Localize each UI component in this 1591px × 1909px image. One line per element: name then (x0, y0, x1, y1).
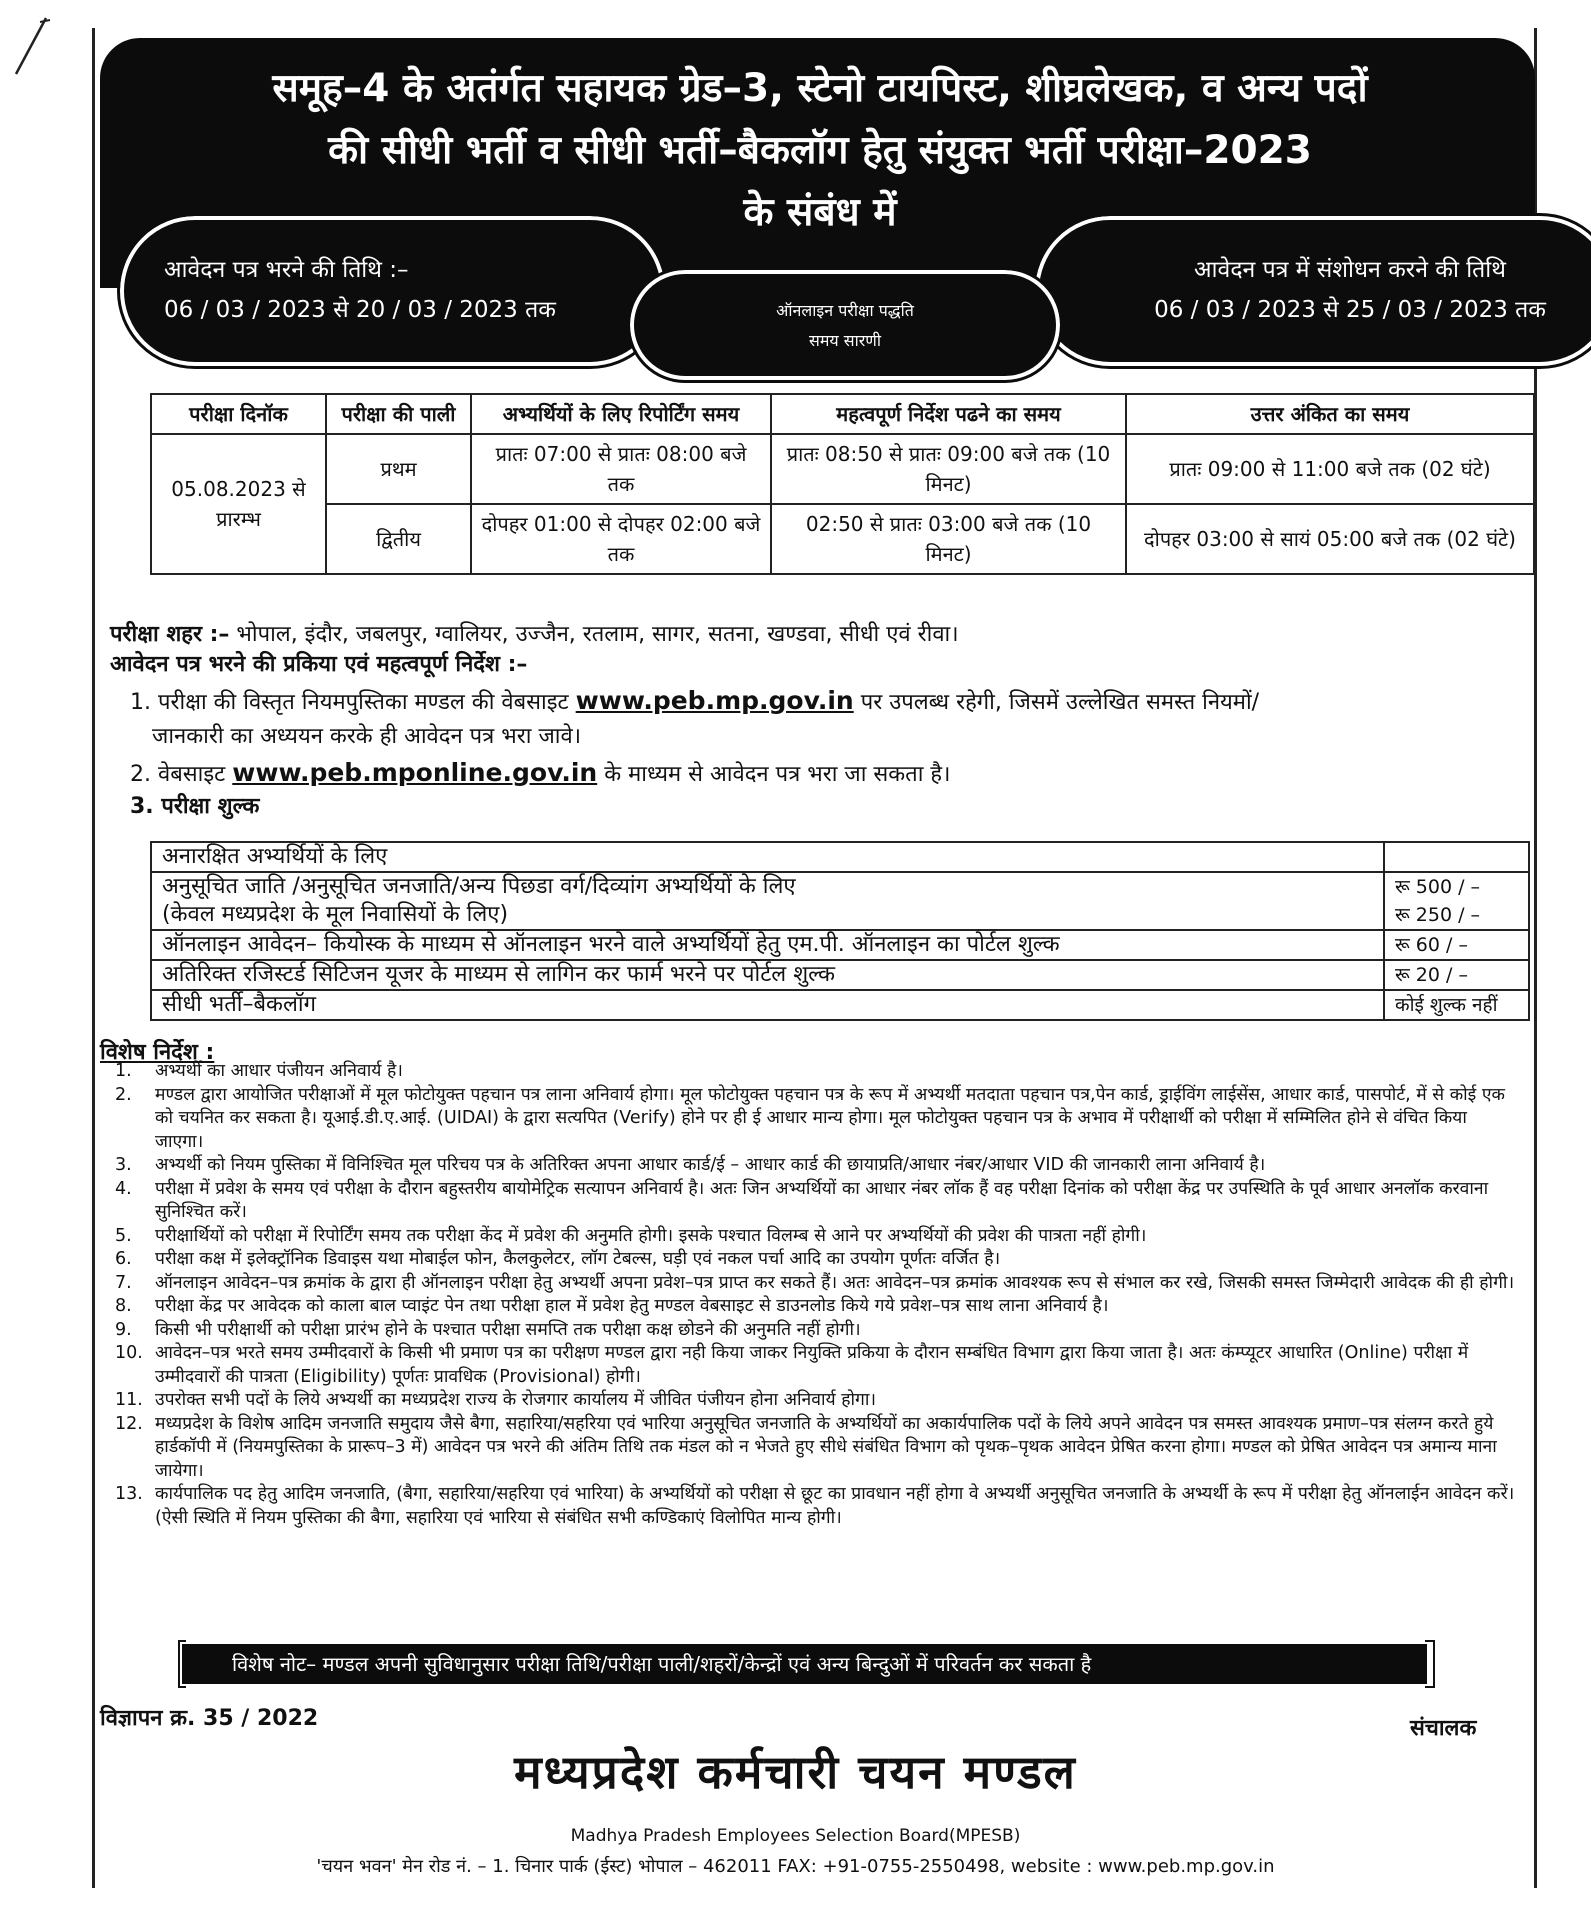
table-row (151, 842, 1529, 872)
application-dates-pill: आवेदन पत्र भरने की तिथि :– 06 / 03 / 2023 से 20 / 03 / 2023 तक (120, 216, 665, 366)
fee-amount: रू 60 / – (1384, 930, 1529, 960)
header-reporting-time: अभ्यर्थियों के लिए रिपोर्टिंग समय (471, 394, 771, 434)
shift-cell: प्रथम (326, 434, 471, 504)
fee-amount: कोई शुल्क नहीं (1384, 990, 1529, 1020)
shift-cell: द्वितीय (326, 504, 471, 574)
table-row (151, 504, 1534, 574)
process-item-1: 1. परीक्षा की विस्तृत नियमपुस्तिका मण्डल की वेबसाइट www.peb.mp.gov.in पर उपलब्ध रहेगी, जिसमें उल्लेखित समस्त नियमों/ जानकारी का अध्ययन करके ही आवेदन पत्र भरा जावे। (130, 686, 1260, 749)
cities-label: परीक्षा शहर :– (110, 622, 230, 647)
reporting-cell: दोपहर 01:00 से दोपहर 02:00 बजे तक (471, 504, 771, 574)
organization-name-hindi: मध्यप्रदेश कर्मचारी चयन मण्डल (514, 1745, 1077, 1799)
table-row (151, 930, 1529, 960)
header-answer-time: उत्तर अंकित का समय (1126, 394, 1534, 434)
fee-description: अनुसूचित जाति /अनुसूचित जनजाति/अन्य पिछडा वर्ग/दिव्यांग अभ्यर्थियों के लिए (केवल मध्यप्रदेश के मूल निवासियों के लिए) (151, 872, 1384, 930)
header-shift: परीक्षा की पाली (326, 394, 471, 434)
mponline-website-link[interactable]: www.peb.mponline.gov.in (232, 758, 598, 787)
fee-description: अनारक्षित अभ्यर्थियों के लिए (151, 842, 1384, 872)
list-item: 1. अभ्यर्थी का आधार पंजीयन अनिवार्य है। (115, 1061, 403, 1081)
note-bracket-right (1425, 1640, 1435, 1688)
list-item: 13. कार्यपालिक पद हेतु आदिम जनजाति, (बैगा, सहारिया/सहरिया एवं भारिया) के अभ्यर्थियों को परीक्षा से छूट का प्रावधान नहीं होगा वे अभ्यर्थी अनुसूचित जनजाति के अभ्यर्थी के रूप में परीक्षा हेतु ऑनलाईन आवेदन करें। (ऐसी स्थिति में नियम पुस्तिका की बैगा, सहारिया एवं भारिया से संबंधित सभी कण्डिकाएं विलोपित मान्य होगी। (115, 1484, 1515, 1528)
header-instruction-time: महत्वपूर्ण निर्देश पढने का समय (771, 394, 1126, 434)
organization-name-english: Madhya Pradesh Employees Selection Board(MPESB) (570, 1826, 1021, 1846)
correction-dates-pill: आवेदन पत्र में संशोधन करने की तिथि 06 / 03 / 2023 से 25 / 03 / 2023 तक (1035, 216, 1591, 366)
notice-title: समूह–4 के अतंर्गत सहायक ग्रेड–3, स्टेनो टायपिस्ट, शीघ्रलेखक, व अन्य पदों की सीधी भर्ती व सीधी भर्ती–बैकलॉग हेतु संयुक्त भर्ती परीक्षा–2023 के संबंध में (272, 66, 1368, 235)
list-item: 12. मध्यप्रदेश के विशेष आदिम जनजाति समुदाय जैसे बैगा, सहारिया/सहरिया एवं भारिया अनुसूचित जनजाति के अभ्यर्थियों का अकार्यपालिक पदों के लिये अपने आवेदन पत्र समस्त आवश्यक प्रमाण–पत्र संलग्न करते हुये हार्डकॉपी में (नियमपुस्तिका के प्रारूप–3 में) आवेदन पत्र भरने की अंतिम तिथि तक मंडल को न भेजते हुए सीधे संबंधित विभाग को पृथक–पृथक आवेदन प्रेषित करना होगा। मण्डल को प्रेषित आवेदन पत्र अमान्य माना जायेगा। (115, 1413, 1497, 1481)
answer-cell: दोपहर 03:00 से सायं 05:00 बजे तक (02 घंटे) (1126, 504, 1534, 574)
list-item: 7. ऑनलाइन आवेदन–पत्र क्रमांक के द्वारा ही ऑनलाइन परीक्षा हेतु अभ्यर्थी अपना प्रवेश–पत्र प्राप्त कर सकते हैं। अतः आवेदन–पत्र क्रमांक आवश्यक रूप से संभाल कर रखे, जिसकी समस्त जिम्मेदारी आवेदक की ही होगी। (115, 1272, 1515, 1293)
director-signature: संचालक (1410, 1716, 1477, 1741)
organization-address: 'चयन भवन' मेन रोड नं. – 1. चिनार पार्क (ईस्ट) भोपाल – 462011 FAX: +91-0755-2550498, website : www.peb.mp.gov.in (316, 1856, 1275, 1877)
exam-cities (110, 620, 1530, 650)
table-row (151, 960, 1529, 990)
special-instructions-label: विशेष निर्देश : (100, 1040, 215, 1065)
exam-fees-table (150, 841, 1530, 1021)
reporting-cell: प्रातः 07:00 से प्रातः 08:00 बजे तक (471, 434, 771, 504)
table-row (151, 434, 1534, 504)
list-item: 8. परीक्षा केंद्र पर आवेदक को काला बाल प्वाइंट पेन तथा परीक्षा हाल में प्रवेश हेतु मण्डल वेबसाइट से डाउनलोड किये गये प्रवेश–पत्र साथ लाना अनिवार्य है। (115, 1296, 1109, 1316)
fee-description: अतिरिक्त रजिस्टर्ड सिटिजन यूजर के माध्यम से लागिन कर फार्म भरने पर पोर्टल शुल्क (151, 960, 1384, 990)
instruction-cell: 02:50 से प्रातः 03:00 बजे तक (10 मिनट) (771, 504, 1126, 574)
fee-amount: रू 20 / – (1384, 960, 1529, 990)
table-row (151, 872, 1529, 930)
list-item: 9. किसी भी परीक्षार्थी को परीक्षा प्रारंभ होने के पश्चात परीक्षा समप्ति तक परीक्षा कक्ष छोडने की अनुमति नहीं होगी। (115, 1319, 861, 1340)
list-item: 10. आवेदन–पत्र भरते समय उम्मीदवारों के किसी भी प्रमाण पत्र का परीक्षण मण्डल द्वारा नही किया जाकर नियुक्ति प्रकिया के दौरान सम्बंधित विभाग द्वारा किया जाता है। अतः कंम्प्यूटर आधारित (Online) परीक्षा में उम्मीदवारों की पात्रता (Eligibility) पूर्णतः प्रावधिक (Provisional) होगी। (115, 1343, 1469, 1387)
fee-description: ऑनलाइन आवेदन– कियोस्क के माध्यम से ऑनलाइन भरने वाले अभ्यर्थियों हेतु एम.पी. ऑनलाइन का पोर्टल शुल्क (151, 930, 1384, 960)
exam-date-cell: 05.08.2023 से प्रारम्भ (151, 434, 326, 574)
advertisement-number: विज्ञापन क्र. 35 / 2022 (100, 1706, 319, 1731)
list-item: 4. परीक्षा में प्रवेश के समय एवं परीक्षा के दौरान बहुस्तरीय बायोमेट्रिक सत्यापन अनिवार्य है। अतः जिन अभ्यर्थियों का आधार नंबर लॉक हैं वह परीक्षा दिनांक को परीक्षा केंद्र पर उपस्थिति के पूर्व आधार अनलॉक करवाना सुनिश्चित करें। (115, 1178, 1489, 1222)
table-header-row (151, 394, 1534, 434)
special-instructions-list (115, 1060, 1515, 1530)
special-note-bar: विशेष नोट– मण्डल अपनी सुविधानुसार परीक्षा तिथि/परीक्षा पाली/शहरों/केन्द्रों एवं अन्य बिन्दुओं में परिवर्तन कर सकता है (182, 1644, 1427, 1684)
table-row (151, 990, 1529, 1020)
header-exam-date: परीक्षा दिनॉक (151, 394, 326, 434)
list-item: 6. परीक्षा कक्ष में इलेक्ट्रॉनिक डिवाइस यथा मोबाईल फोन, कैलकुलेटर, लॉग टेबल्स, घड़ी एवं नकल पर्चा आदि का उपयोग पूर्णतः वर्जित है। (115, 1249, 1001, 1269)
instruction-cell: प्रातः 08:50 से प्रातः 09:00 बजे तक (10 मिनट) (771, 434, 1126, 504)
list-item: 11. उपरोक्त सभी पदों के लिये अभ्यर्थी का मध्यप्रदेश राज्य के रोजगार कार्यालय में जीवित पंजीयन होना अनिवार्य होगा। (115, 1390, 877, 1410)
answer-cell: प्रातः 09:00 से 11:00 बजे तक (02 घंटे) (1126, 434, 1534, 504)
list-item: 3. अभ्यर्थी को नियम पुस्तिका में विनिश्चित मूल परिचय पत्र के अतिरिक्त अपना आधार कार्ड/ई – आधार कार्ड की छायाप्रति/आधार नंबर/आधार VID की जानकारी लाना अनिवार्य है। (115, 1155, 1266, 1175)
peb-website-link[interactable]: www.peb.mp.gov.in (575, 686, 854, 715)
process-item-3: 3. परीक्षा शुल्क (130, 794, 260, 819)
exam-schedule-table (150, 393, 1535, 575)
process-item-2: 2. वेबसाइट www.peb.mponline.gov.in के माध्यम से आवेदन पत्र भरा जा सकता है। (130, 758, 951, 787)
fee-amount (1384, 842, 1529, 872)
pen-mark-icon (12, 14, 52, 84)
list-item: 2. मण्डल द्वारा आयोजित परीक्षाओं में मूल फोटोयुक्त पहचान पत्र लाना अनिवार्य होगा। मूल फोटोयुक्त पहचान पत्र के रूप में अभ्यर्थी मतदाता पहचान पत्र,पेन कार्ड, ड्राईविंग लाईसेंस, आधार कार्ड, पासपोर्ट, में से कोई एक को चयनित कर सकता है। यूआई.डी.ए.आई. (UIDAI) के द्वारा सत्यपित (Verify) होने पर ही ई आधार मान्य होगा। मूल फोटोयुक्त पहचान पत्र के अभाव में परीक्षार्थी को परीक्षा में सम्मिलित होने से वंचित किया जाएगा। (115, 1084, 1505, 1152)
cities-list: भोपाल, इंदौर, जबलपुर, ग्वालियर, उज्जैन, रतलाम, सागर, सतना, खण्डवा, सीधी एवं रीवा। (236, 622, 959, 647)
list-item: 5. परीक्षार्थियों को परीक्षा में रिपोर्टिंग समय तक परीक्षा केंद में प्रवेश की अनुमति होगी। इसके पश्चात विलम्ब से आने पर अभ्यर्थियों की प्रवेश की पात्रता नहीं होगी। (115, 1225, 1147, 1246)
fee-amount: रू 500 / – रू 250 / – (1384, 872, 1529, 930)
timetable-pill: ऑनलाइन परीक्षा पद्धति समय सारणी (630, 270, 1060, 380)
process-heading: आवेदन पत्र भरने की प्रकिया एवं महत्वपूर्ण निर्देश :– (110, 652, 528, 677)
fee-description: सीधी भर्ती–बैकलॉग (151, 990, 1384, 1020)
header-banner (100, 38, 1546, 360)
